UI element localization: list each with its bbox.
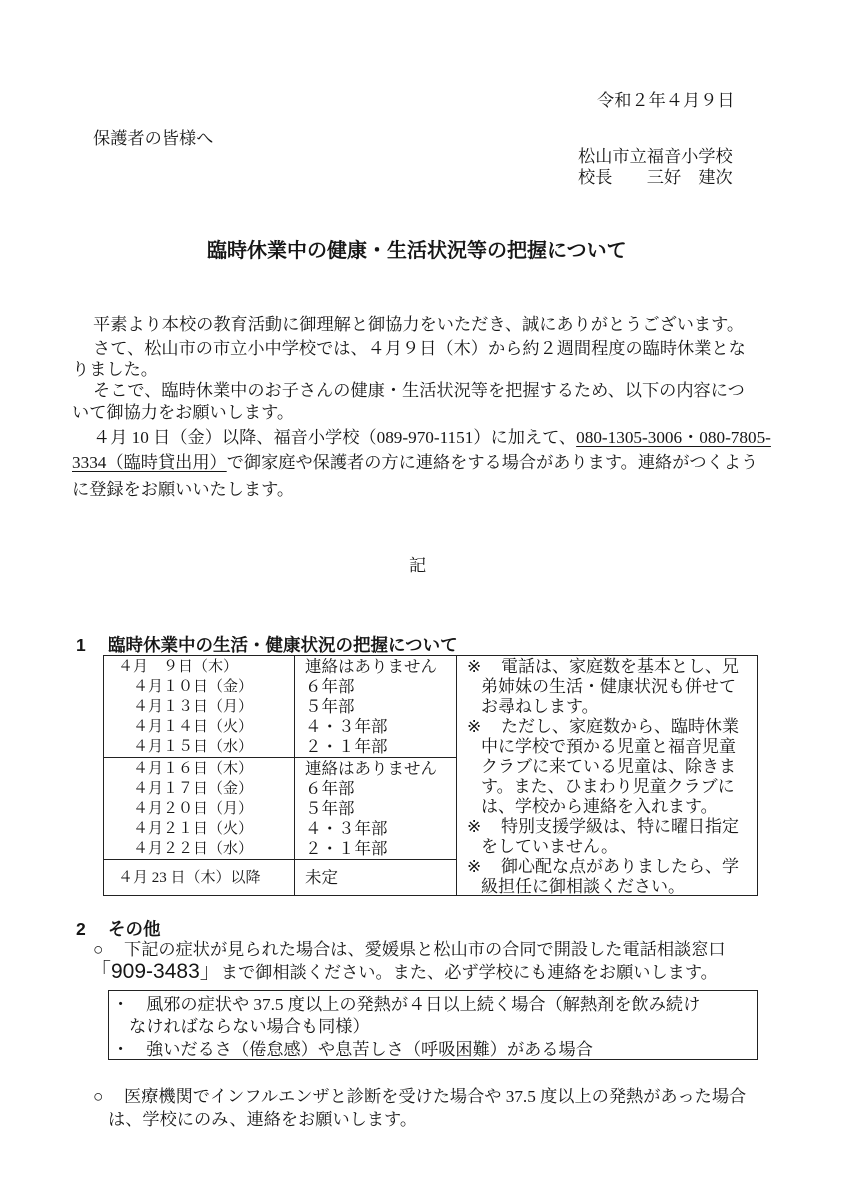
ki-heading: 記 xyxy=(409,556,427,575)
principal-name: 校長 三好 建次 xyxy=(578,168,733,187)
note-line: をしていません。 xyxy=(481,837,619,856)
schedule-date: ４月 ９日（木） xyxy=(118,659,239,675)
consultation-phone-number: 「909-3483」 xyxy=(90,960,221,983)
notes-cell xyxy=(457,656,757,897)
symptom-line: なければならない場合も同様） xyxy=(129,1017,370,1036)
symptom-text: 風邪の症状や 37.5 度以上の発熱が４日以上続く場合（解熱剤を飲み続け xyxy=(146,995,701,1014)
note-line: 級担任に御相談ください。 xyxy=(481,877,685,896)
consultation-text: 下記の症状が見られた場合は、愛媛県と松山市の合同で開設した電話相談窓口 xyxy=(124,940,726,959)
schedule-date: ４月２０日（月） xyxy=(133,801,254,817)
consultation-line xyxy=(90,960,718,984)
schedule-date: ４月１３日（月） xyxy=(133,699,254,715)
schedule-grade: 連絡はありません xyxy=(305,657,437,676)
document-title: 臨時休業中の健康・生活状況等の把握について xyxy=(207,240,627,262)
recipient: 保護者の皆様へ xyxy=(93,129,214,148)
section-2-heading: その他 xyxy=(108,919,161,939)
section-1-heading: 臨時休業中の生活・健康状況の把握について xyxy=(108,635,458,655)
symptom-text: 強いだるさ（倦怠感）や息苦しさ（呼吸困難）がある場合 xyxy=(146,1040,593,1059)
schedule-grade: ２・１年部 xyxy=(305,839,388,858)
schedule-grade: ５年部 xyxy=(305,697,355,716)
schedule-grade: ４・３年部 xyxy=(305,819,388,838)
schedule-grade: ５年部 xyxy=(305,799,355,818)
medical-text: 医療機関でインフルエンザと診断を受けた場合や 37.5 度以上の発熱があった場合 xyxy=(124,1087,747,1106)
note-line xyxy=(467,857,757,877)
note-line: は、学校から連絡を入れます。 xyxy=(481,797,718,816)
grade-cell-week-2 xyxy=(295,758,456,859)
note-line: クラブに来ている児童は、除きま xyxy=(481,757,736,776)
schedule-grade: ６年部 xyxy=(305,779,355,798)
medical-line: は、学校にのみ、連絡をお願いします。 xyxy=(108,1110,418,1129)
schedule-date: ４月１０日（金） xyxy=(133,679,254,695)
school-name: 松山市立福音小学校 xyxy=(578,147,733,166)
schedule-date: ４月１５日（水） xyxy=(133,739,254,755)
contact-schedule-table xyxy=(103,655,758,896)
intro-contact-text: で御家庭や保護者の方に連絡をする場合があります。連絡がつくよう xyxy=(226,453,759,472)
intro-line: そこで、臨時休業中のお子さんの健康・生活状況等を把握するため、以下の内容につ xyxy=(93,381,745,400)
note-line: 中に学校で預かる児童と福音児童 xyxy=(481,737,736,756)
intro-line: いて御協力をお願いします。 xyxy=(72,403,295,422)
section-2-number: 2 xyxy=(76,919,86,939)
intro-contact-text: ４月 10 日（金）以降、福音小学校（089-970-1151）に加えて、 xyxy=(93,428,577,447)
schedule-date: ４月１６日（木） xyxy=(133,761,254,777)
intro-contact-line xyxy=(72,452,758,474)
date-cell-week-1 xyxy=(104,656,294,757)
date-cell-week-2 xyxy=(104,758,294,859)
note-line: 弟姉妹の生活・健康状況も併せて xyxy=(481,677,736,696)
schedule-date: ４月２２日（水） xyxy=(133,841,254,857)
medical-line xyxy=(93,1086,746,1108)
schedule-grade: 連絡はありません xyxy=(305,759,437,778)
temporary-phone-numbers: 080-1305-3006・080-7805- xyxy=(576,428,771,447)
schedule-date: ４月１７日（金） xyxy=(133,781,254,797)
note-line: お尋ねします。 xyxy=(481,697,599,716)
section-1-number: 1 xyxy=(76,635,86,655)
note-marker: ※ xyxy=(467,657,482,676)
note-marker: ※ xyxy=(467,717,482,736)
note-text: 電話は、家庭数を基本とし、兄 xyxy=(501,657,739,676)
schedule-grade: ６年部 xyxy=(305,677,355,696)
symptom-line xyxy=(112,994,700,1016)
note-item xyxy=(467,857,757,897)
schedule-date: ４月２１日（火） xyxy=(133,821,254,837)
grade-cell-week-1 xyxy=(295,656,456,757)
schedule-grade: ２・１年部 xyxy=(305,737,388,756)
bullet-marker: ・ xyxy=(112,995,130,1014)
intro-line: りました。 xyxy=(72,360,158,379)
symptoms-box xyxy=(108,990,758,1060)
intro-line: さて、松山市の市立小中学校では、４月９日（木）から約２週間程度の臨時休業とな xyxy=(93,339,746,358)
intro-line: 平素より本校の教育活動に御理解と御協力をいただき、誠にありがとうございます。 xyxy=(93,315,745,334)
note-item xyxy=(467,657,757,717)
schedule-date: ４月１４日（火） xyxy=(133,719,254,735)
note-text: ただし、家庭数から、臨時休業 xyxy=(501,717,739,736)
bullet-marker: ・ xyxy=(112,1040,130,1059)
note-line: す。また、ひまわり児童クラブに xyxy=(481,777,735,796)
grade-cell-after xyxy=(295,860,456,888)
note-line xyxy=(467,657,757,677)
note-line xyxy=(467,817,757,837)
schedule-grade: ４・３年部 xyxy=(305,717,388,736)
note-item xyxy=(467,817,757,857)
circle-marker: ○ xyxy=(93,1087,104,1106)
note-marker: ※ xyxy=(467,857,482,876)
date-cell-after xyxy=(104,860,294,888)
schedule-grade: 未定 xyxy=(305,868,338,887)
note-text: 御心配な点がありましたら、学 xyxy=(501,857,739,876)
schedule-date: ４月 23 日（木）以降 xyxy=(118,870,261,886)
consultation-text: まで御相談ください。また、必ず学校にも連絡をお願いします。 xyxy=(220,963,718,982)
intro-contact-line xyxy=(93,427,771,449)
temporary-phone-numbers: 3334（臨時貸出用） xyxy=(72,453,227,472)
symptom-line xyxy=(112,1039,593,1061)
intro-line: に登録をお願いいたします。 xyxy=(72,480,295,499)
document-date: 令和２年４月９日 xyxy=(597,91,735,110)
note-line xyxy=(467,717,757,737)
note-item xyxy=(467,717,757,817)
circle-marker: ○ xyxy=(93,940,104,959)
consultation-line xyxy=(93,939,726,961)
note-marker: ※ xyxy=(467,817,482,836)
note-text: 特別支援学級は、特に曜日指定 xyxy=(501,817,739,836)
